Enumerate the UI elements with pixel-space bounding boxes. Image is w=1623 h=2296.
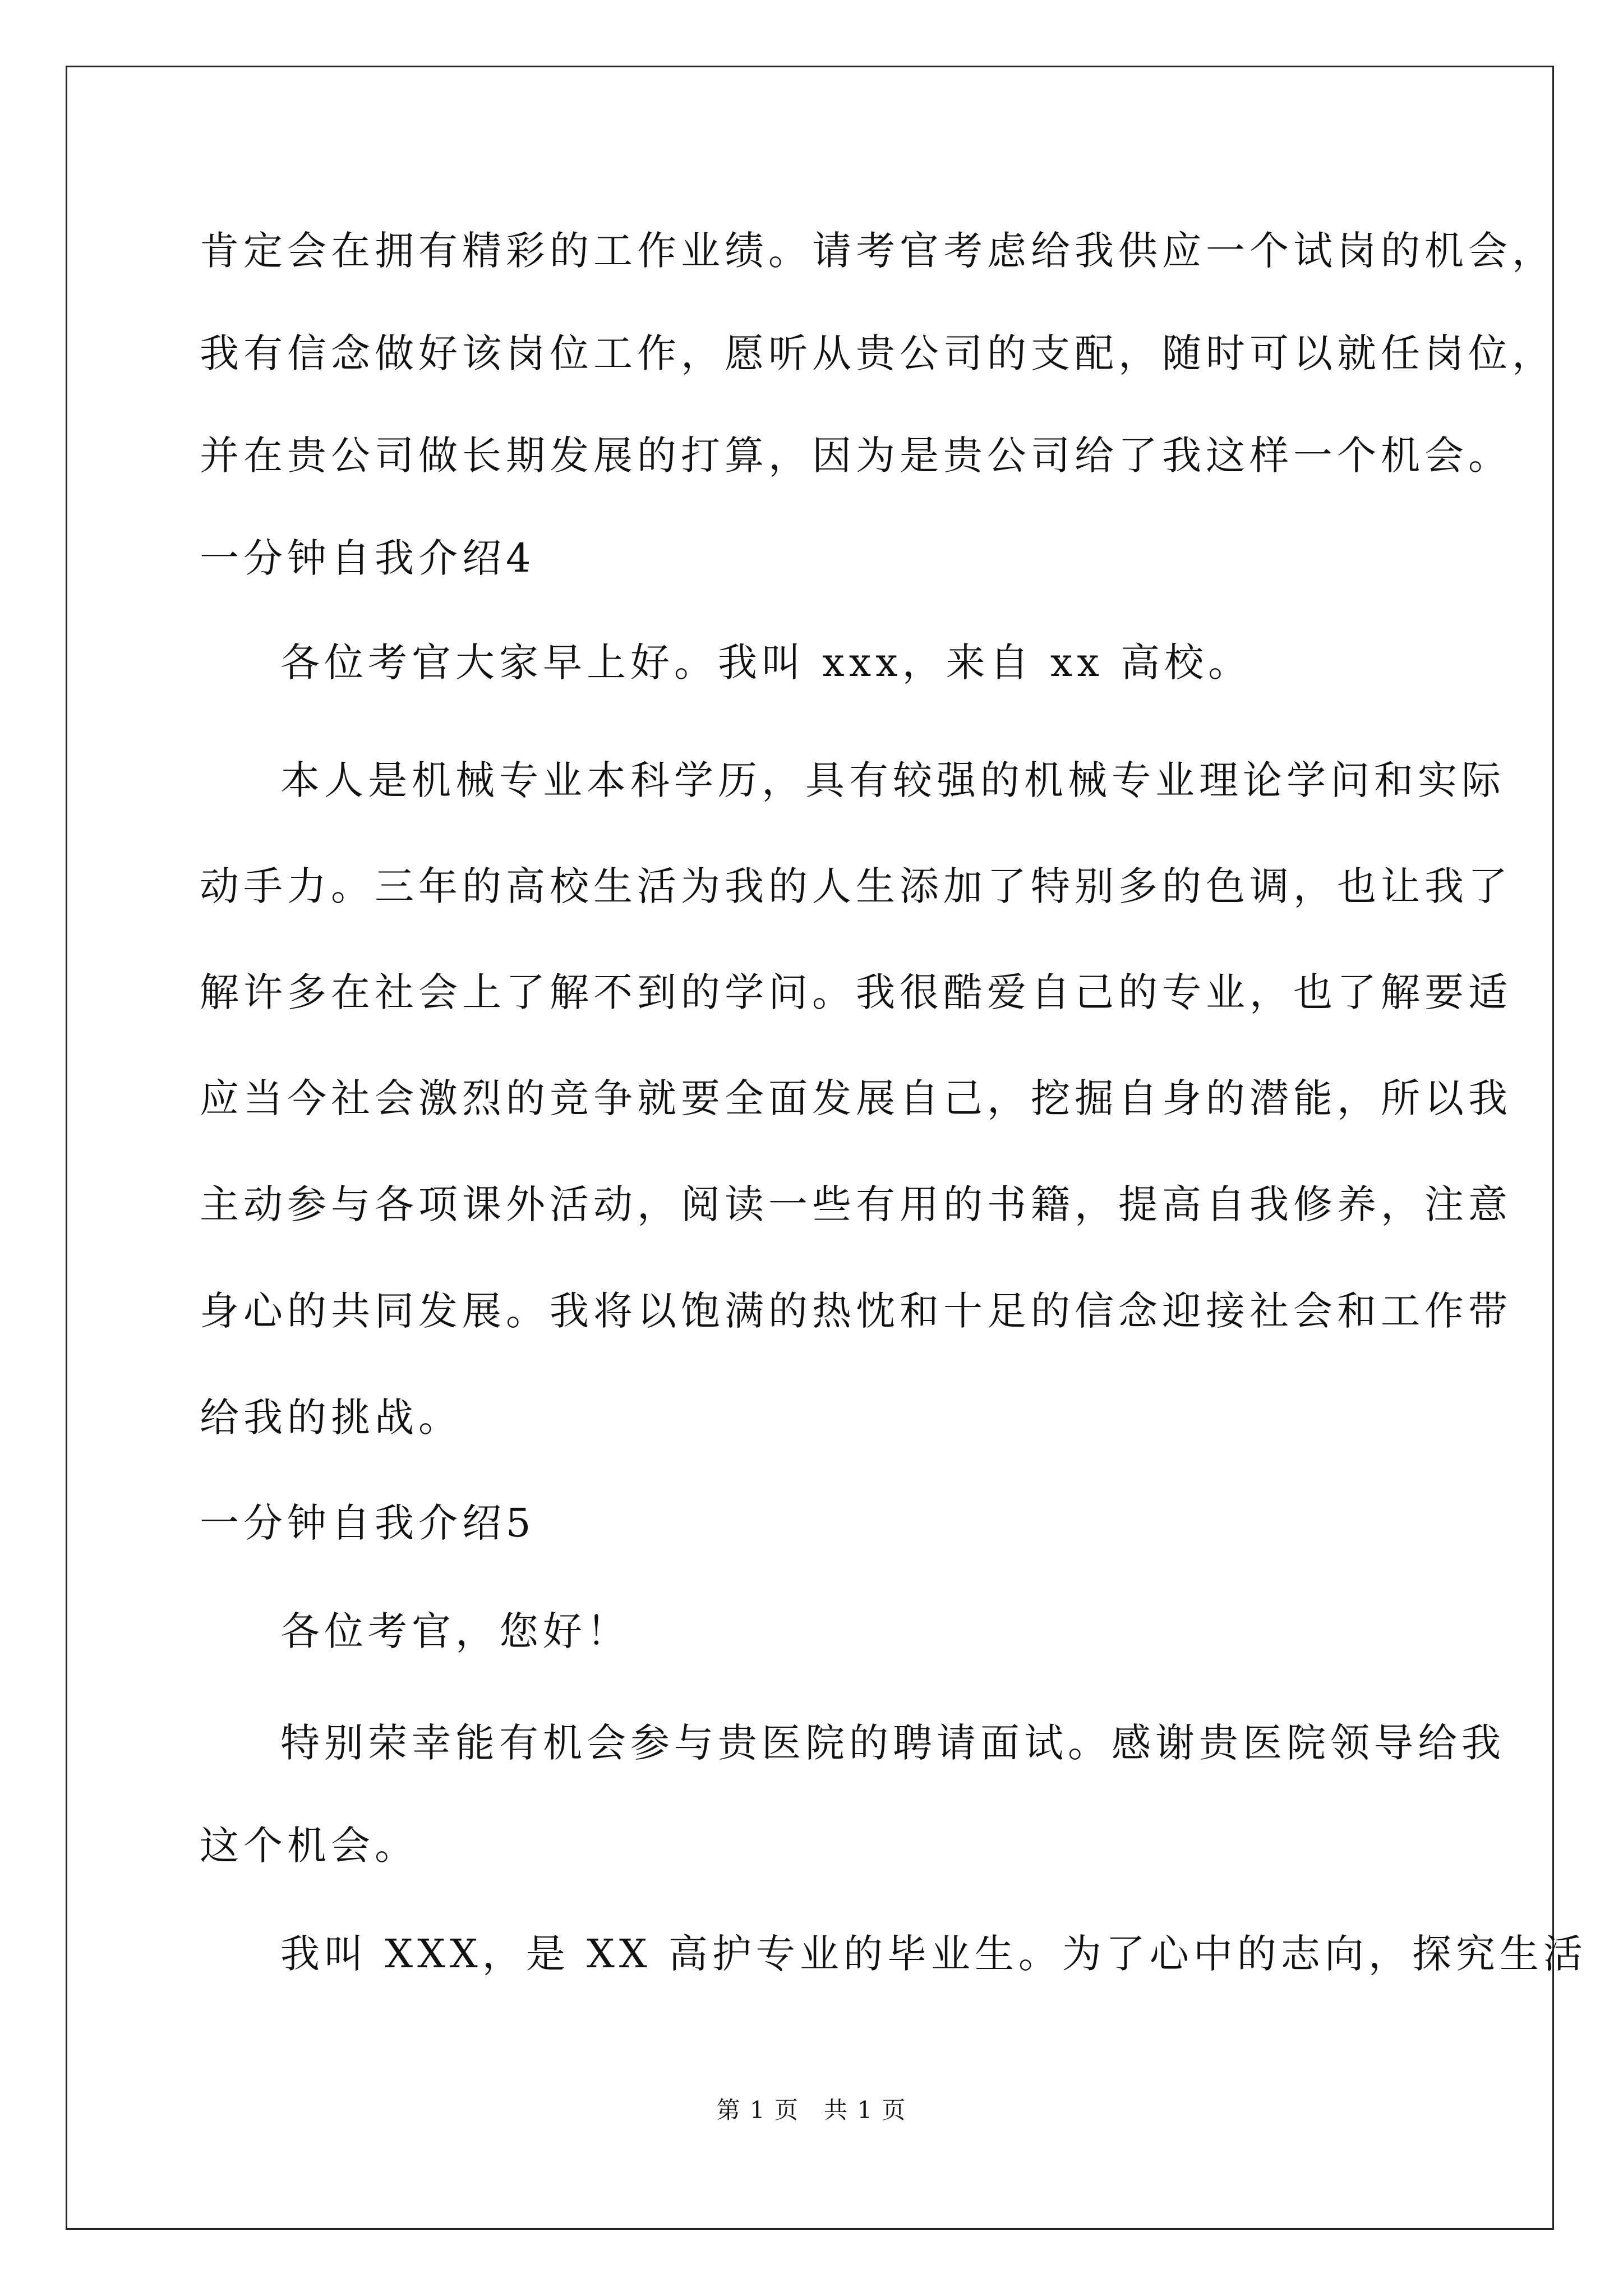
body-line: 各位考官大家早上好。我叫 xxx，来自 xx 高校。 <box>280 639 1252 685</box>
body-line: 肯定会在拥有精彩的工作业绩。请考官考虑给我供应一个试岗的机会， <box>200 228 1556 274</box>
body-line: 这个机会。 <box>200 1823 418 1869</box>
section-heading: 一分钟自我介绍4 <box>200 535 536 581</box>
body-line: 本人是机械专业本科学历，具有较强的机械专业理论学问和实际 <box>280 757 1505 803</box>
body-line: 并在贵公司做长期发展的打算，因为是贵公司给了我这样一个机会。 <box>200 432 1512 478</box>
body-line: 应当今社会激烈的竞争就要全面发展自己，挖掘自身的潜能，所以我 <box>200 1075 1512 1121</box>
body-line: 给我的挑战。 <box>200 1395 462 1441</box>
body-line: 解许多在社会上了解不到的学问。我很酷爱自己的专业，也了解要适 <box>200 969 1512 1015</box>
body-line: 我有信念做好该岗位工作，愿听从贵公司的支配，随时可以就任岗位， <box>200 330 1556 376</box>
body-line: 特别荣幸能有机会参与贵医院的聘请面试。感谢贵医院领导给我 <box>280 1720 1505 1766</box>
body-line: 身心的共同发展。我将以饱满的热忱和十足的信念迎接社会和工作带 <box>200 1288 1512 1334</box>
body-line: 各位考官，您好！ <box>280 1608 630 1654</box>
body-line: 动手力。三年的高校生活为我的人生添加了特别多的色调，也让我了 <box>200 863 1512 909</box>
body-line: 主动参与各项课外活动，阅读一些有用的书籍，提高自我修养，注意 <box>200 1181 1512 1227</box>
page-footer: 第 1 页 共 1 页 <box>716 2096 907 2124</box>
section-heading: 一分钟自我介绍5 <box>200 1500 536 1546</box>
body-line: 我叫 XXX，是 XX 高护专业的毕业生。为了心中的志向，探究生活 <box>280 1931 1587 1977</box>
page-border <box>66 66 1554 2230</box>
